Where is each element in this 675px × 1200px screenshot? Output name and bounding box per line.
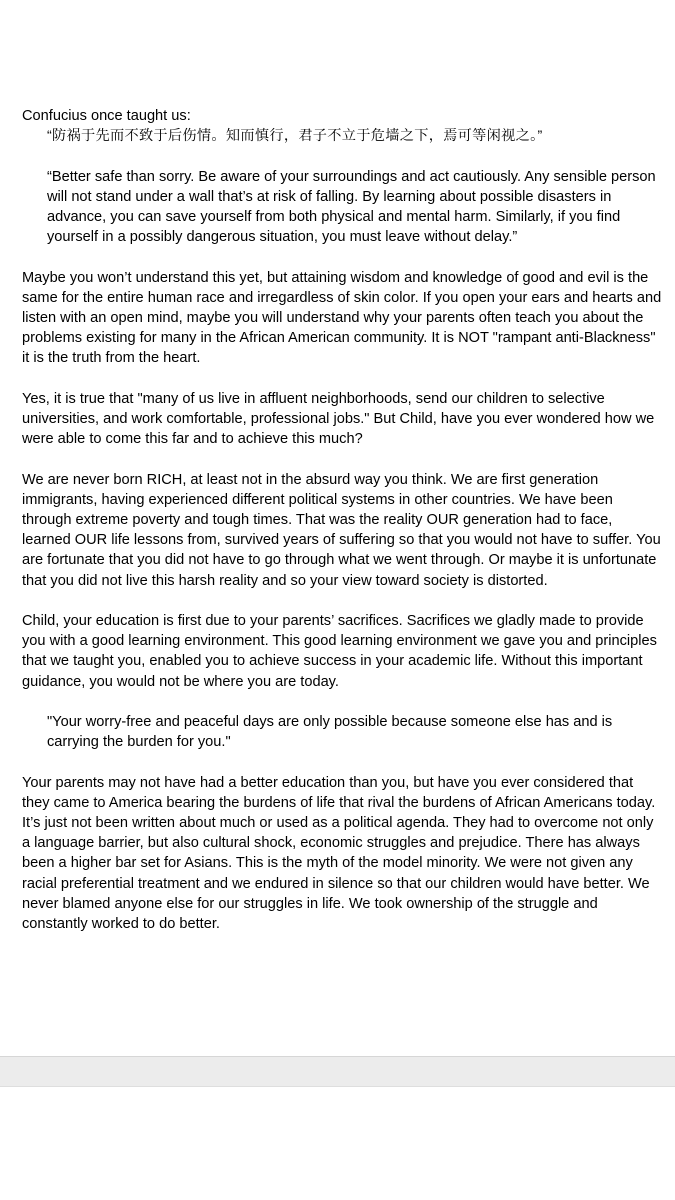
translation-quote: “Better safe than sorry. Be aware of your surroundings and act cautiously. Any sensible person will not stand under a wall that’s at risk of falling. By learning about possible disasters in advance, you can save yourself from both physical and mental harm. Similarly, if you find yourself in a possibly dangerous situation, you must leave without delay.” [47, 168, 656, 246]
paragraph-education: Child, your education is first due to your parents’ sacrifices. Sacrifices we gladly made to provide you with a good learning environment. This good learning environment we gave you and principles that we taught you, enabled you to achieve success in your academic life. Without this important guidance, you would not be where you are today. [22, 613, 657, 690]
block-quote: "Your worry-free and peaceful days are only possible because someone else has and is carrying the burden for you." [47, 714, 613, 751]
chinese-quote: “防祸于先而不致于后伤情。知而慎行，君子不立于危墙之下，焉可等闲视之。” [47, 128, 543, 145]
document-body [22, 106, 662, 954]
paragraph-affluent: Yes, it is true that "many of us live in affluent neighborhoods, send our children to selective universities, and work comfortable, professional jobs." But Child, have you ever wondered how we were able to come this far and to achieve this much? [22, 390, 655, 448]
intro-line: Confucius once taught us: [22, 108, 191, 124]
paragraph-closing: Your parents may not have had a better education than you, but have you ever considered that they came to America bearing the burdens of life that rival the burdens of African Americans today. It’s just not been written about much or used as a political agenda. They had to overcome not only a language barrier, but also cultural shock, economic struggles and prejudice. There has always been a higher bar set for Asians. This is the myth of the model minority. We were not given any racial preferential treatment and we endured in silence so that our children would have better. We never blamed anyone else for our struggles in life. We took ownership of the struggle and constantly worked to do better. [22, 774, 656, 933]
next-page-area [0, 1087, 675, 1200]
paragraph-wisdom: Maybe you won’t understand this yet, but attaining wisdom and knowledge of good and evil is the same for the entire human race and irregardless of skin color. If you open your ears and hearts and listen with an open mind, maybe you will understand why your parents often teach you about the problems existing for many in the African American community. It is NOT "rampant anti-Blackness" it is the truth from the heart. [22, 269, 662, 367]
page-gutter [0, 1056, 675, 1087]
paragraph-born-rich: We are never born RICH, at least not in the absurd way you think. We are first generation immigrants, having experienced different political systems in other countries. We have been through extreme poverty and tough times. That was the reality OUR generation had to face, learned OUR life lessons from, survived years of suffering so that you would not have to suffer. You are fortunate that you did not have to go through what we went through. Or maybe it is unfortunate that you did not live this harsh reality and so your view toward society is distorted. [22, 471, 661, 589]
